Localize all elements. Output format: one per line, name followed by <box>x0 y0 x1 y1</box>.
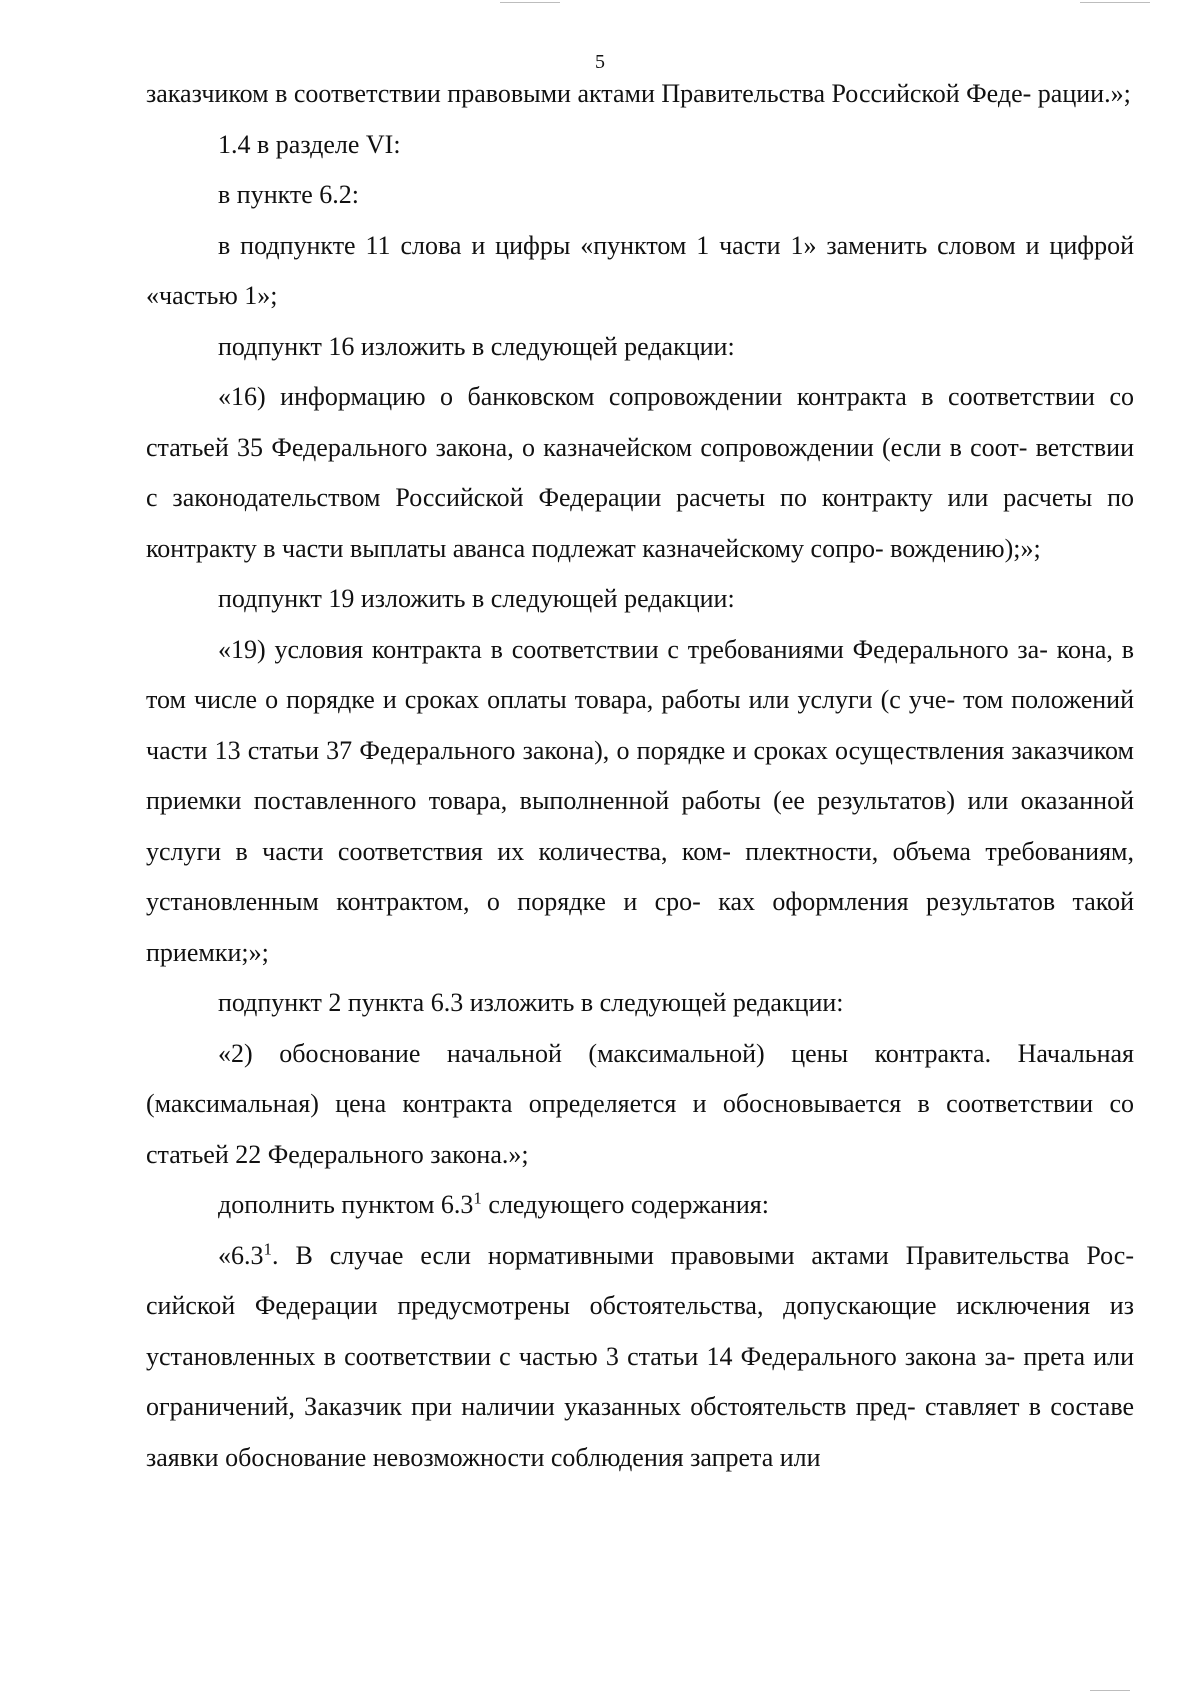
scan-artifact-top <box>500 2 560 3</box>
paragraph-quoted-text: «19) условия контракта в соответствии с требованиями Федерального за- кона, в том числе о порядке и сроках оплаты товара, работы или услуги (с уче- том положений части 13 статьи 37 Федерального закона), о порядке и сроках осуществления заказчиком приемки поставленного товара, выполненной работы (ее результатов) или оказанной услуги в части соответствия их количества, ком- плектности, объема требованиям, установленным контрактом, о порядке и сро- ках оформления результатов такой приемки;»; <box>146 634 1134 967</box>
scan-artifact-top-right <box>1080 2 1150 3</box>
superscript: 1 <box>263 1238 272 1258</box>
paragraph-section-heading: 1.4 в разделе VI: <box>218 129 401 159</box>
text-run: следующего содержания: <box>481 1190 769 1219</box>
text-run: дополнить пунктом 6.3 <box>218 1190 474 1219</box>
page-number: 5 <box>595 51 605 73</box>
scan-artifact-bottom-right <box>1090 1690 1130 1691</box>
document-body <box>146 69 1134 1483</box>
paragraph-amendment: в подпункте 11 слова и цифры «пунктом 1 части 1» заменить словом и цифрой «частью 1»; <box>146 230 1134 310</box>
superscript: 1 <box>473 1188 482 1208</box>
paragraph-item-heading: в пункте 6.2: <box>218 180 360 209</box>
text-run: «6.3 <box>218 1240 264 1270</box>
paragraph-continuation: заказчиком в соответствии правовыми актами Правительства Российской Феде- рации.»; <box>146 79 1131 108</box>
paragraph-amendment-intro <box>146 1180 1134 1231</box>
paragraph-quoted-text: «16) информацию о банковском сопровождении контракта в соответствии со статьей 35 Федерального закона, о казначейском сопровождении (если в соот- ветствии с законодательством Российской Федерации расчеты по контракту или расчеты по контракту в части выплаты аванса подлежат казначейскому сопро- вождению);»; <box>146 382 1134 563</box>
paragraph-amendment-intro: подпункт 16 изложить в следующей редакции: <box>218 331 735 361</box>
text-run: . В случае если нормативными правовыми актами Правительства Рос- сийской Федерации предусмотрены обстоятельства, допускающие исключения из установленных в соответствии с частью 3 статьи 14 Федерального закона за- прета или ограничений, Заказчик при наличии указанных обстоятельств пред- ставляет в составе заявки обоснование невозможности соблюдения запрета или <box>146 1240 1134 1472</box>
paragraph-quoted-text: «2) обоснование начальной (максимальной) цены контракта. Начальная (максимальная) цена контракта определяется и обосновывается в соответствии со статьей 22 Федерального закона.»; <box>146 1038 1134 1169</box>
paragraph-amendment-intro: подпункт 2 пункта 6.3 изложить в следующей редакции: <box>218 988 844 1017</box>
paragraph-quoted-text <box>146 1231 1134 1484</box>
paragraph-amendment-intro: подпункт 19 изложить в следующей редакции: <box>218 584 735 613</box>
